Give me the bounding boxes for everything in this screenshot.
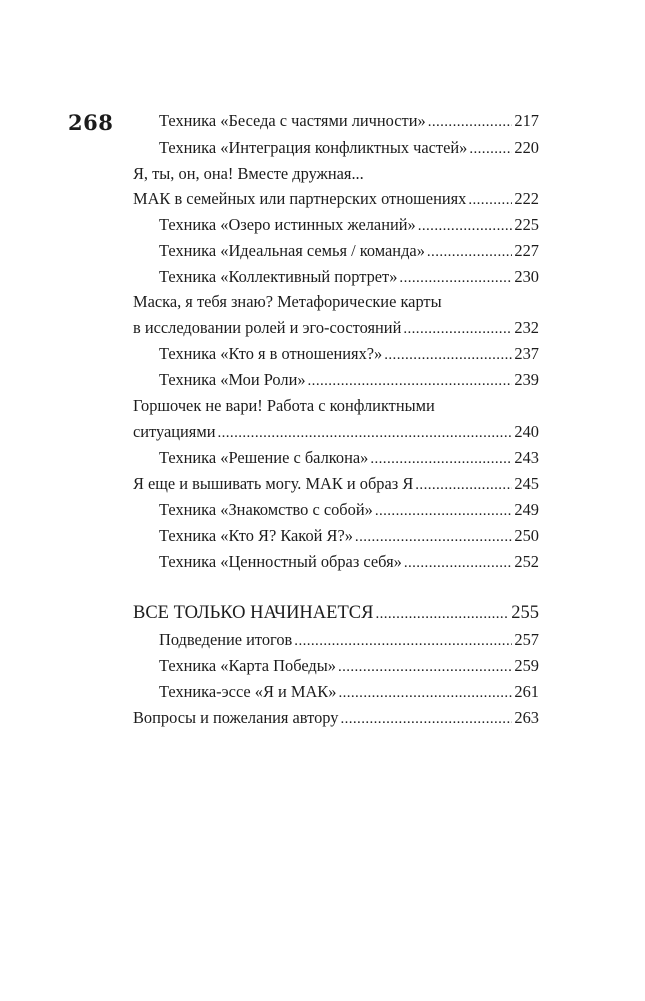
toc-entry-title: Подведение итогов: [159, 630, 293, 649]
toc-section-title: Я, ты, он, она! Вместе дружная...: [133, 164, 364, 183]
toc-section-title: Горшочек не вари! Работа с конфликтными: [133, 396, 435, 415]
toc-entry: [159, 552, 539, 573]
toc-leader-dots: [428, 112, 513, 132]
toc-entry-page: 230: [514, 267, 539, 286]
toc-entry-page: 257: [514, 630, 539, 649]
toc-entry-page: 245: [514, 474, 539, 493]
toc-chapter-title: ВСЕ ТОЛЬКО НАЧИНАЕТСЯ: [133, 603, 374, 623]
toc-entry: [133, 422, 539, 443]
toc-entry: [159, 630, 539, 651]
toc-leader-dots: [375, 501, 513, 521]
toc-entry: [159, 370, 539, 391]
toc-entry: [159, 241, 539, 262]
toc-entry-title: Техника «Решение с балкона»: [159, 448, 369, 467]
toc-entry: [159, 656, 539, 677]
toc-leader-dots: [338, 657, 512, 677]
toc-entry-title: Техника «Кто Я? Какой Я?»: [159, 526, 353, 545]
toc-leader-dots: [469, 139, 512, 159]
toc-section-title: Маска, я тебя знаю? Метафорические карты: [133, 292, 442, 311]
toc-leader-dots: [468, 190, 512, 210]
toc-entry-title: Техника «Знакомство с собой»: [159, 500, 373, 519]
toc-entry: [159, 344, 539, 365]
toc-entry: [159, 111, 539, 132]
toc-entry-title: Техника «Беседа с частями личности»: [159, 111, 426, 130]
toc-leader-dots: [384, 345, 512, 365]
toc-entry: [133, 708, 539, 729]
toc-entry: [133, 189, 539, 210]
toc-entry: [159, 138, 539, 159]
toc-entry-title: Я еще и вышивать могу. МАК и образ Я: [133, 474, 414, 493]
toc-leader-dots: [338, 683, 512, 703]
toc-entry-page: 222: [514, 189, 539, 208]
toc-entry-page: 259: [514, 656, 539, 675]
toc-entry: [159, 526, 539, 547]
toc-entry: [133, 318, 539, 339]
toc-chapter-entry: [133, 603, 539, 624]
toc-entry-page: 220: [514, 138, 539, 157]
toc-entry-page: 243: [514, 448, 539, 467]
toc-leader-dots: [415, 475, 512, 495]
toc-leader-dots: [403, 319, 512, 339]
toc-leader-dots: [355, 527, 512, 547]
toc-entry-title: Техника «Коллективный портрет»: [159, 267, 398, 286]
toc-leader-dots: [427, 242, 513, 262]
toc-entry: [159, 448, 539, 469]
toc-entry-title: Техника «Интеграция конфликтных частей»: [159, 138, 468, 157]
toc-entry: [159, 267, 539, 288]
toc-entry-title: Техника «Ценностный образ себя»: [159, 552, 402, 571]
toc-entry-title: Техника «Идеальная семья / команда»: [159, 241, 425, 260]
toc-entry-title: в исследовании ролей и эго-состояний: [133, 318, 402, 337]
toc-leader-dots: [404, 553, 513, 573]
toc-entry: [159, 215, 539, 236]
toc-entry-page: 250: [514, 526, 539, 545]
toc-leader-dots: [308, 371, 513, 391]
toc-leader-dots: [340, 709, 512, 729]
toc-entry-title: Техника-эссе «Я и МАК»: [159, 682, 337, 701]
toc-leader-dots: [399, 268, 512, 288]
toc-entry-title: Техника «Карта Победы»: [159, 656, 336, 675]
toc-entry-page: 249: [514, 500, 539, 519]
toc-entry-page: 252: [514, 552, 539, 571]
toc-entry-page: 225: [514, 215, 539, 234]
toc-entry-title: Техника «Кто я в отношениях?»: [159, 344, 383, 363]
toc-entry-title: МАК в семейных или партнерских отношениях: [133, 189, 467, 208]
toc-entry-page: 263: [514, 708, 539, 727]
toc-entry-page: 255: [511, 603, 539, 623]
toc-entry-page: 237: [514, 344, 539, 363]
toc-leader-dots: [375, 604, 509, 624]
toc-entry-page: 227: [514, 241, 539, 260]
toc-entry-title: ситуациями: [133, 422, 216, 441]
toc-entry-page: 217: [514, 111, 539, 130]
toc-entry: [133, 474, 539, 495]
toc-entry-page: 239: [514, 370, 539, 389]
toc-entry-page: 240: [514, 422, 539, 441]
page-number: 268: [68, 110, 114, 135]
toc-leader-dots: [370, 449, 512, 469]
toc-leader-dots: [418, 216, 513, 236]
toc-entry-title: Вопросы и пожелания автору: [133, 708, 339, 727]
toc-entry-page: 261: [514, 682, 539, 701]
toc-leader-dots: [217, 423, 512, 443]
toc-entry-title: Техника «Мои Роли»: [159, 370, 306, 389]
toc-entry: [159, 682, 539, 703]
toc-entry-title: Техника «Озеро истинных желаний»: [159, 215, 416, 234]
toc-entry-page: 232: [514, 318, 539, 337]
toc-entry: [159, 500, 539, 521]
toc-leader-dots: [294, 631, 512, 651]
